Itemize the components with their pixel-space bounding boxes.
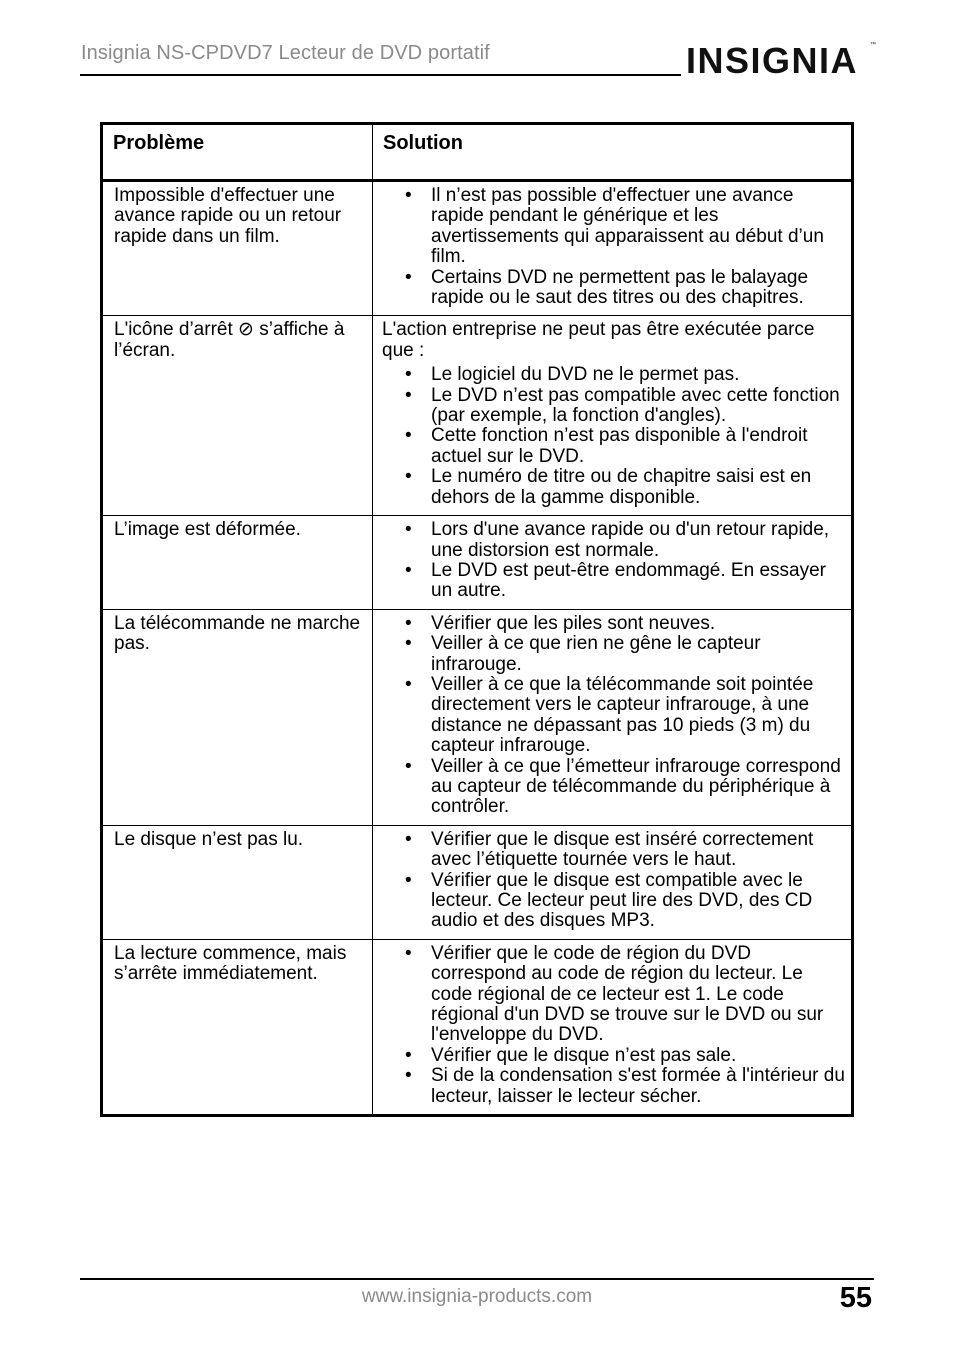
header-divider xyxy=(80,74,681,76)
solution-item: • Lors d'une avance rapide ou d'un retour rapide, une distorsion est normale. xyxy=(382,520,845,561)
solution-cell xyxy=(373,939,853,1115)
problem-cell: La lecture commence, mais s’arrête immédiatement. xyxy=(102,939,373,1115)
document-title: Insignia NS-CPDVD7 Lecteur de DVD portatif xyxy=(81,42,490,64)
column-header-problem: Problème xyxy=(102,124,373,181)
solution-item: • Veiller à ce que rien ne gêne le capteur infrarouge. xyxy=(382,634,845,675)
solution-list xyxy=(382,186,845,308)
table-header-row xyxy=(102,124,853,181)
insignia-logo xyxy=(686,40,878,90)
solution-list xyxy=(382,614,845,818)
solution-item: • Vérifier que les piles sont neuves. xyxy=(382,614,845,634)
table-row xyxy=(102,316,853,516)
column-header-solution: Solution xyxy=(373,124,853,181)
problem-cell: Impossible d'effectuer une avance rapide ou un retour rapide dans un film. xyxy=(102,181,373,316)
trademark-symbol: ™ xyxy=(870,42,876,48)
solution-item: • Veiller à ce que la télécommande soit pointée directement vers le capteur infrarouge, à une distance ne dépassant pas 10 pieds (3 m) du capteur infrarouge. xyxy=(382,675,845,757)
solution-list xyxy=(382,830,845,932)
solution-item: • Vérifier que le disque est compatible avec le lecteur. Ce lecteur peut lire des DVD, des CD audio et des disques MP3. xyxy=(382,871,845,932)
solution-cell xyxy=(373,181,853,316)
solution-list xyxy=(382,365,845,508)
solution-item: • Le DVD n’est pas compatible avec cette fonction (par exemple, la fonction d'angles). xyxy=(382,386,845,427)
page-number: 55 xyxy=(839,1282,872,1314)
table-row xyxy=(102,609,853,825)
solution-cell xyxy=(373,825,853,939)
solution-item: • Certains DVD ne permettent pas le balayage rapide ou le saut des titres ou des chapitres. xyxy=(382,268,845,309)
solution-list xyxy=(382,520,845,602)
solution-item: • Veiller à ce que l’émetteur infrarouge correspond au capteur de télécommande du périphérique à contrôler. xyxy=(382,757,845,818)
solution-item: • Il n’est pas possible d'effectuer une avance rapide pendant le générique et les avertissements qui apparaissent au début d’un film. xyxy=(382,186,845,268)
solution-item: • Si de la condensation s'est formée à l'intérieur du lecteur, laisser le lecteur sécher. xyxy=(382,1066,845,1107)
solution-item: • Vérifier que le disque est inséré correctement avec l’étiquette tournée vers le haut. xyxy=(382,830,845,871)
troubleshooting-table xyxy=(100,122,854,1117)
solution-item: • Cette fonction n’est pas disponible à l'endroit actuel sur le DVD. xyxy=(382,426,845,467)
solution-item: • Le DVD est peut-être endommagé. En essayer un autre. xyxy=(382,561,845,602)
solution-item: • Le numéro de titre ou de chapitre saisi est en dehors de la gamme disponible. xyxy=(382,467,845,508)
footer-url: www.insignia-products.com xyxy=(361,1286,593,1307)
solution-cell xyxy=(373,516,853,610)
solution-list xyxy=(382,944,845,1107)
problem-cell: L'icône d’arrêt ⊘ s’affiche à l’écran. xyxy=(102,316,373,516)
problem-cell: Le disque n’est pas lu. xyxy=(102,825,373,939)
solution-item: • Le logiciel du DVD ne le permet pas. xyxy=(382,365,845,385)
solution-item: • Vérifier que le disque n’est pas sale. xyxy=(382,1046,845,1066)
table-row xyxy=(102,825,853,939)
table-row xyxy=(102,939,853,1115)
solution-cell xyxy=(373,316,853,516)
footer-divider xyxy=(80,1278,874,1280)
solution-item: • Vérifier que le code de région du DVD correspond au code de région du lecteur. Le code régional de ce lecteur est 1. Le code régional d'un DVD se trouve sur le DVD ou sur l'enveloppe du DVD. xyxy=(382,944,845,1046)
table-body xyxy=(102,181,853,1116)
problem-cell: L’image est déformée. xyxy=(102,516,373,610)
problem-cell: La télécommande ne marche pas. xyxy=(102,609,373,825)
solution-cell xyxy=(373,609,853,825)
table-row xyxy=(102,181,853,316)
table-row xyxy=(102,516,853,610)
logo-wordmark: INSIGNIA xyxy=(686,40,859,81)
solution-intro: L'action entreprise ne peut pas être exécutée parce que : xyxy=(382,319,815,361)
